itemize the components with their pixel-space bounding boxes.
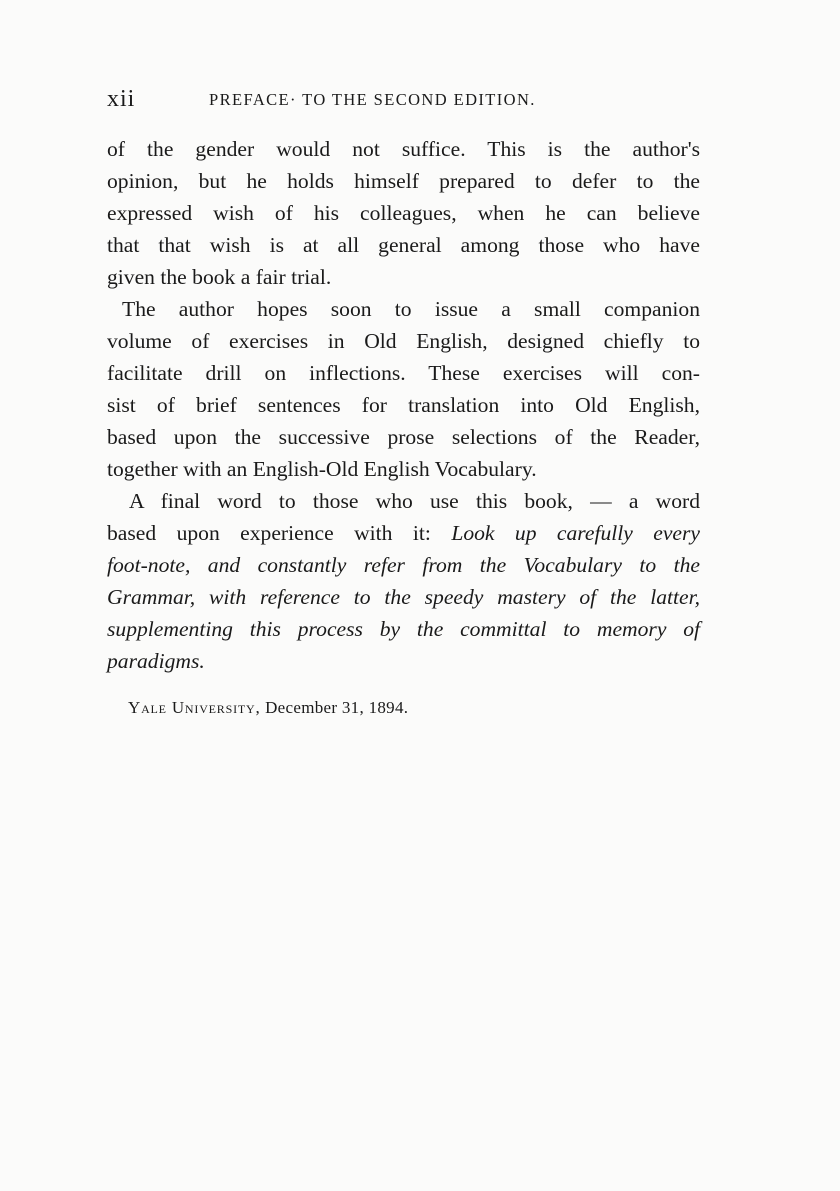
text-line-mixed <box>107 517 700 549</box>
text-line: A final word to those who use this book, — a word <box>129 489 700 513</box>
text-line-italic: foot-note, and constantly refer from the Vocabulary to the <box>107 553 700 577</box>
text-line: based upon the successive prose selections of the Reader, <box>107 425 700 449</box>
text-line: The author hopes soon to issue a small companion <box>122 297 700 321</box>
signature-date: December 31, 1894. <box>265 698 409 717</box>
text-line: opinion, but he holds himself prepared to defer to the <box>107 169 700 193</box>
text-line: given the book a fair trial. <box>107 265 332 289</box>
text-line: together with an English-Old English Vocabulary. <box>107 457 537 481</box>
text-line-italic: supplementing this process by the committal to memory of <box>107 617 700 641</box>
running-title: PREFACE· TO THE SECOND EDITION. <box>209 90 536 109</box>
running-head <box>107 84 702 114</box>
text-line-italic: paradigms. <box>107 649 205 673</box>
text-line: volume of exercises in Old English, designed chiefly to <box>107 329 700 353</box>
text-line-italic: Grammar, with reference to the speedy mastery of the latter, <box>107 585 700 609</box>
signature <box>128 696 408 720</box>
text-line: expressed wish of his colleagues, when he can believe <box>107 201 700 225</box>
signature-place: Yale University, <box>128 698 261 717</box>
text-line: sist of brief sentences for translation into Old English, <box>107 393 700 417</box>
text-line: that that wish is at all general among those who have <box>107 233 700 257</box>
text-line: of the gender would not suffice. This is the author's <box>107 137 700 161</box>
page-number: xii <box>107 86 136 112</box>
text-italic: Look up carefully every <box>451 521 701 545</box>
text-line: facilitate drill on inflections. These exercises will con- <box>107 361 700 385</box>
body-text <box>107 133 700 677</box>
text-roman: based upon experience with it: <box>107 521 431 545</box>
